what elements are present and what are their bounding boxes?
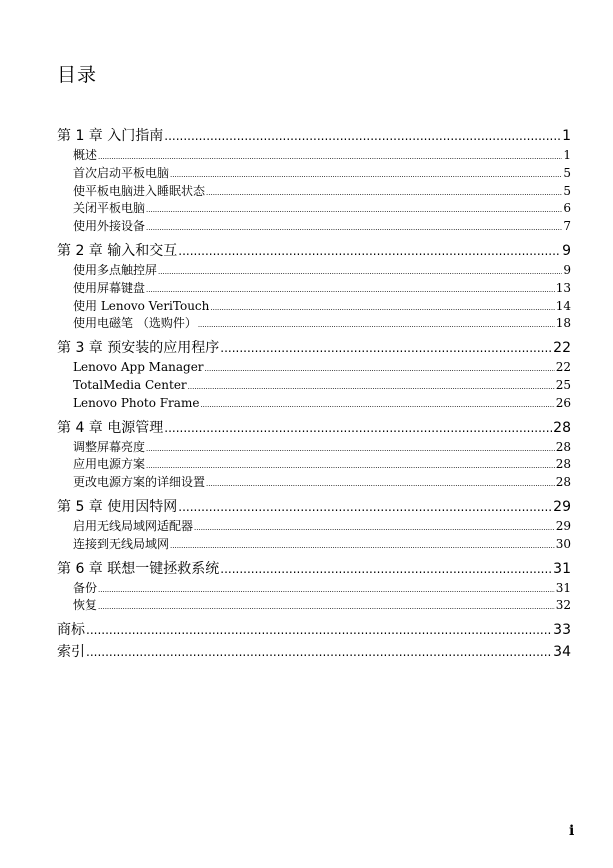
toc-entry-page: 22 [553, 340, 571, 357]
toc-entry-label: 使用多点触控屏 [73, 262, 158, 277]
toc-entry-page: 29 [555, 518, 571, 533]
toc-dot-leader [164, 417, 552, 439]
toc-entry-label: 更改电源方案的详细设置 [73, 475, 206, 490]
toc-entry-page: 28 [555, 457, 571, 472]
toc-chapter-entry[interactable] [57, 417, 571, 439]
toc-section-entry[interactable] [73, 439, 571, 457]
toc-chapter-entry[interactable] [57, 125, 571, 147]
toc-entry-page: 5 [563, 183, 571, 198]
toc-dot-leader [220, 558, 552, 580]
toc-dot-leader [210, 300, 554, 318]
toc-entry-page: 32 [555, 598, 571, 613]
toc-section-entry[interactable] [73, 359, 571, 377]
toc-entry-label: TotalMedia Center [73, 377, 187, 392]
toc-entry-label: 第 3 章 预安装的应用程序 [57, 340, 220, 357]
toc-entry-page: 22 [555, 360, 571, 375]
toc-entry-label: 启用无线局域网适配器 [73, 518, 194, 533]
toc-dot-leader [146, 202, 562, 220]
toc-section-entry[interactable] [73, 147, 571, 165]
toc-section-entry[interactable] [73, 280, 571, 298]
toc-dot-leader [146, 458, 555, 476]
toc-section-entry[interactable] [73, 395, 571, 413]
toc-dot-leader [188, 379, 555, 397]
toc-dot-leader [206, 185, 562, 203]
toc-entry-page: 28 [555, 475, 571, 490]
toc-section-entry[interactable] [73, 262, 571, 280]
page-title: 目录 [57, 64, 98, 86]
toc-dot-leader [86, 641, 552, 663]
toc-section-entry[interactable] [73, 456, 571, 474]
toc-dot-leader [158, 264, 562, 282]
toc-entry-label: 第 1 章 入门指南 [57, 128, 164, 144]
toc-entry-page: 31 [553, 560, 571, 577]
table-of-contents [57, 125, 571, 663]
toc-section-entry[interactable] [73, 315, 571, 333]
toc-entry-page: 31 [555, 580, 571, 595]
toc-section-entry[interactable] [73, 298, 571, 316]
toc-entry-label: 商标 [57, 622, 85, 639]
toc-dot-leader [198, 317, 555, 335]
toc-entry-label: 备份 [73, 580, 98, 595]
toc-entry-page: 9 [562, 242, 571, 259]
toc-entry-page: 28 [553, 419, 571, 436]
toc-entry-label: 概述 [73, 148, 98, 162]
toc-entry-label: 连接到无线局域网 [73, 536, 170, 551]
toc-entry-label: 首次启动平板电脑 [73, 165, 170, 180]
toc-chapter-entry[interactable] [57, 641, 571, 663]
toc-dot-leader [164, 125, 561, 147]
toc-entry-page: 28 [555, 439, 571, 454]
toc-entry-page: 6 [563, 201, 571, 216]
toc-entry-page: 13 [555, 280, 571, 295]
toc-dot-leader [220, 337, 552, 359]
toc-section-entry[interactable] [73, 183, 571, 201]
toc-chapter-entry[interactable] [57, 619, 571, 641]
toc-dot-leader [170, 167, 562, 185]
toc-section-entry[interactable] [73, 377, 571, 395]
toc-entry-label: 使用电磁笔 （选购件） [73, 316, 197, 331]
toc-entry-label: 使用外接设备 [73, 219, 146, 234]
toc-section-entry[interactable] [73, 518, 571, 536]
toc-section-entry[interactable] [73, 165, 571, 183]
toc-chapter-entry[interactable] [57, 337, 571, 359]
toc-dot-leader [205, 361, 555, 379]
toc-entry-page: 9 [563, 262, 571, 277]
toc-dot-leader [206, 476, 555, 494]
toc-dot-leader [86, 619, 552, 641]
toc-dot-leader [194, 520, 555, 538]
toc-dot-leader [178, 496, 552, 518]
toc-entry-label: 使用屏幕键盘 [73, 280, 146, 295]
toc-entry-label: 索引 [57, 644, 85, 661]
toc-entry-label: 第 5 章 使用因特网 [57, 498, 178, 515]
toc-section-entry[interactable] [73, 218, 571, 236]
toc-entry-label: 使用 Lenovo VeriTouch [73, 298, 210, 313]
toc-dot-leader [98, 582, 555, 600]
toc-entry-page: 1 [563, 148, 571, 162]
toc-dot-leader [170, 538, 555, 556]
toc-dot-leader [146, 220, 562, 238]
toc-entry-label: 使平板电脑进入睡眠状态 [73, 183, 206, 198]
toc-entry-page: 14 [555, 298, 571, 313]
toc-chapter-entry[interactable] [57, 496, 571, 518]
toc-entry-label: 第 4 章 电源管理 [57, 419, 164, 436]
toc-section-entry[interactable] [73, 200, 571, 218]
toc-dot-leader [146, 441, 555, 459]
toc-section-entry[interactable] [73, 580, 571, 598]
toc-entry-page: 29 [553, 498, 571, 515]
toc-dot-leader [98, 599, 555, 617]
page-number: i [569, 823, 575, 839]
toc-entry-page: 30 [555, 536, 571, 551]
toc-section-entry[interactable] [73, 536, 571, 554]
toc-dot-leader [200, 397, 554, 415]
toc-entry-label: 恢复 [73, 598, 98, 613]
toc-section-entry[interactable] [73, 474, 571, 492]
toc-entry-label: 调整屏幕亮度 [73, 439, 146, 454]
toc-entry-label: 关闭平板电脑 [73, 201, 146, 216]
toc-entry-label: Lenovo App Manager [73, 360, 204, 375]
toc-entry-page: 1 [562, 128, 571, 144]
toc-entry-page: 18 [555, 316, 571, 331]
toc-entry-page: 34 [553, 644, 571, 661]
toc-chapter-entry[interactable] [57, 558, 571, 580]
toc-entry-label: 第 6 章 联想一键拯救系统 [57, 560, 220, 577]
toc-entry-page: 7 [563, 219, 571, 234]
toc-entry-page: 5 [563, 165, 571, 180]
toc-entry-label: Lenovo Photo Frame [73, 395, 200, 410]
toc-dot-leader [178, 240, 561, 262]
toc-chapter-entry[interactable] [57, 240, 571, 262]
toc-section-entry[interactable] [73, 597, 571, 615]
toc-entry-page: 33 [553, 622, 571, 639]
toc-entry-page: 25 [555, 377, 571, 392]
toc-entry-label: 应用电源方案 [73, 457, 146, 472]
toc-entry-page: 26 [555, 395, 571, 410]
toc-entry-label: 第 2 章 输入和交互 [57, 242, 178, 259]
